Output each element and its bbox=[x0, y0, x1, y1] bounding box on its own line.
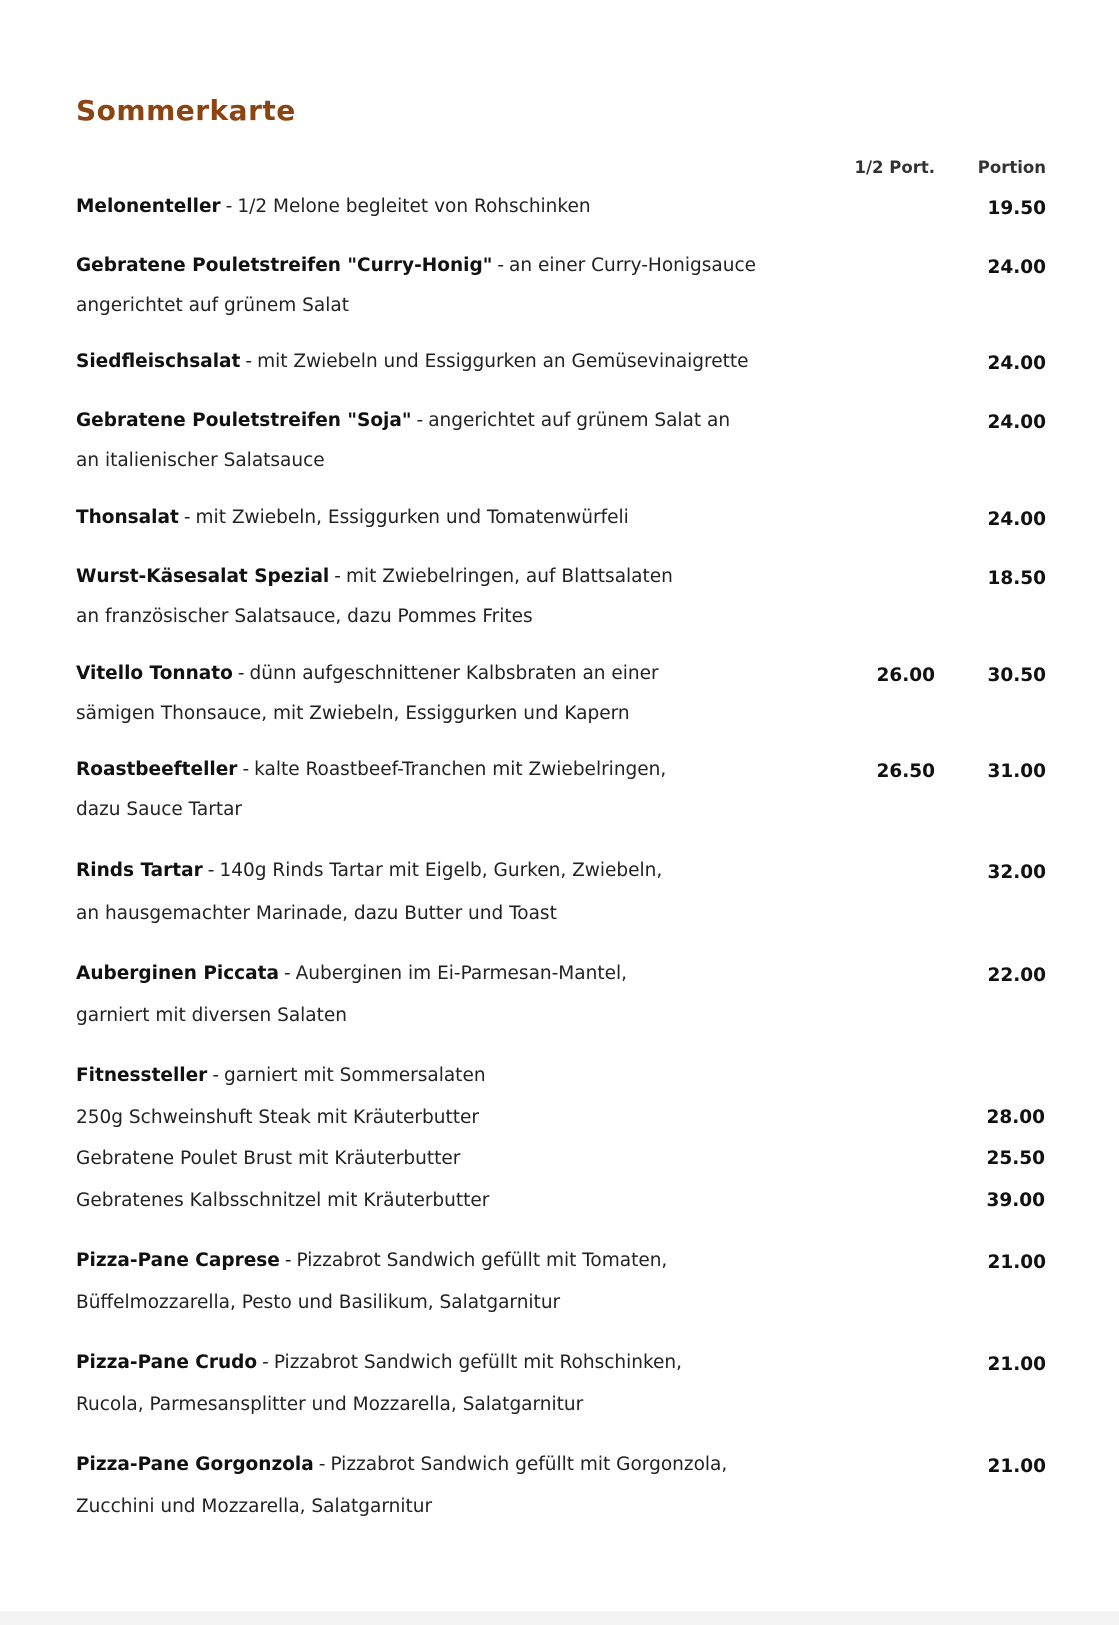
item-name: Auberginen Piccata bbox=[76, 963, 279, 984]
item-description: dünn aufgeschnittener Kalbsbraten an einer bbox=[249, 663, 659, 684]
item-description: mit Zwiebeln und Essiggurken an Gemüsevinaigrette bbox=[257, 351, 749, 372]
menu-item-line bbox=[76, 1249, 667, 1273]
item-price-portion: 31.00 bbox=[987, 761, 1046, 782]
item-dash: - bbox=[225, 196, 233, 217]
item-dash: - bbox=[237, 663, 245, 684]
item-dash: - bbox=[262, 1352, 269, 1373]
item-name: Pizza-Pane Crudo bbox=[76, 1352, 258, 1373]
item-description-continued: an italienischer Salatsauce bbox=[76, 450, 325, 471]
item-price-portion: 24.00 bbox=[987, 412, 1046, 433]
item-description: mit Zwiebelringen, auf Blattsalaten bbox=[345, 566, 673, 587]
item-dash: - bbox=[183, 507, 191, 528]
item-price-portion: 21.00 bbox=[987, 1354, 1046, 1375]
item-price-portion: 21.00 bbox=[987, 1456, 1046, 1477]
item-name: Pizza-Pane Caprese bbox=[76, 1250, 280, 1271]
menu-item-line bbox=[76, 195, 591, 219]
item-description: garniert mit Sommersalaten bbox=[224, 1065, 486, 1086]
item-description: Auberginen im Ei-Parmesan-Mantel, bbox=[295, 963, 627, 984]
item-description-continued: an französischer Salatsauce, dazu Pommes Frites bbox=[76, 606, 533, 627]
item-name: Siedfleischsalat bbox=[76, 351, 241, 372]
item-description-continued: garniert mit diversen Salaten bbox=[76, 1005, 348, 1026]
item-price-portion: 24.00 bbox=[987, 257, 1046, 278]
menu-item-line bbox=[76, 350, 749, 374]
menu-item-line bbox=[76, 506, 629, 530]
item-name: Thonsalat bbox=[76, 507, 179, 528]
item-dash: - bbox=[245, 351, 253, 372]
item-description: mit Zwiebeln, Essiggurken und Tomatenwürfeli bbox=[195, 507, 629, 528]
item-dash: - bbox=[284, 1250, 292, 1271]
column-header-portion: Portion bbox=[977, 158, 1046, 177]
item-description: Pizzabrot Sandwich gefüllt mit Tomaten, bbox=[296, 1250, 668, 1271]
menu-item-line bbox=[76, 1351, 682, 1375]
item-description-continued: an hausgemachter Marinade, dazu Butter und Toast bbox=[76, 903, 557, 924]
item-description-continued: angerichtet auf grünem Salat bbox=[76, 295, 349, 316]
item-name: Wurst-Käsesalat Spezial bbox=[76, 566, 330, 587]
item-description: angerichtet auf grünem Salat an bbox=[428, 410, 731, 431]
item-name: Melonenteller bbox=[76, 196, 221, 217]
item-dash: - bbox=[318, 1454, 326, 1475]
item-option-price: 39.00 bbox=[986, 1190, 1045, 1211]
menu-item-line bbox=[76, 758, 666, 782]
item-dash: - bbox=[283, 963, 291, 984]
item-price-portion: 21.00 bbox=[987, 1252, 1046, 1273]
item-name: Rinds Tartar bbox=[76, 860, 203, 881]
item-description: an einer Curry-Honigsauce bbox=[509, 255, 757, 276]
item-description: Pizzabrot Sandwich gefüllt mit Rohschinken, bbox=[273, 1352, 683, 1373]
menu-item-line bbox=[76, 859, 662, 883]
item-description-continued: Büffelmozzarella, Pesto und Basilikum, Salatgarnitur bbox=[76, 1292, 561, 1313]
item-dash: - bbox=[416, 410, 424, 431]
item-option-label: 250g Schweinshuft Steak mit Kräuterbutter bbox=[76, 1107, 479, 1128]
menu-item-line bbox=[76, 1453, 727, 1477]
item-price-portion: 24.00 bbox=[987, 509, 1046, 530]
item-description: 140g Rinds Tartar mit Eigelb, Gurken, Zwiebeln, bbox=[219, 860, 663, 881]
item-description-continued: sämigen Thonsauce, mit Zwiebeln, Essiggurken und Kapern bbox=[76, 703, 630, 724]
item-description-continued: dazu Sauce Tartar bbox=[76, 799, 243, 820]
item-price-portion: 24.00 bbox=[987, 353, 1046, 374]
menu-item-line bbox=[76, 662, 659, 686]
item-option-label: Gebratene Poulet Brust mit Kräuterbutter bbox=[76, 1148, 461, 1169]
item-dash: - bbox=[207, 860, 215, 881]
menu-item-line bbox=[76, 962, 627, 986]
item-option-label: Gebratenes Kalbsschnitzel mit Kräuterbutter bbox=[76, 1190, 490, 1211]
menu-item-line bbox=[76, 1064, 486, 1088]
item-price-portion: 19.50 bbox=[987, 198, 1046, 219]
menu-item-line bbox=[76, 254, 756, 278]
column-header-half-portion: 1/2 Port. bbox=[854, 158, 935, 177]
item-dash: - bbox=[497, 255, 505, 276]
page-bottom-edge bbox=[0, 1611, 1119, 1625]
item-description: 1/2 Melone begleitet von Rohschinken bbox=[237, 196, 591, 217]
item-description-continued: Zucchini und Mozzarella, Salatgarnitur bbox=[76, 1496, 433, 1517]
menu-item-line bbox=[76, 409, 730, 433]
item-name: Fitnessteller bbox=[76, 1065, 208, 1086]
item-description: Pizzabrot Sandwich gefüllt mit Gorgonzola, bbox=[330, 1454, 728, 1475]
menu-item-line bbox=[76, 565, 673, 589]
item-name: Vitello Tonnato bbox=[76, 663, 233, 684]
item-dash: - bbox=[212, 1065, 219, 1086]
item-price-half: 26.50 bbox=[876, 761, 935, 782]
item-name: Gebratene Pouletstreifen "Soja" bbox=[76, 410, 412, 431]
item-price-portion: 22.00 bbox=[987, 965, 1046, 986]
item-price-half: 26.00 bbox=[876, 665, 935, 686]
item-price-portion: 18.50 bbox=[987, 568, 1046, 589]
item-option-price: 28.00 bbox=[986, 1107, 1045, 1128]
item-description: kalte Roastbeef-Tranchen mit Zwiebelringen, bbox=[254, 759, 667, 780]
item-price-portion: 30.50 bbox=[987, 665, 1046, 686]
item-dash: - bbox=[242, 759, 250, 780]
page-title: Sommerkarte bbox=[76, 94, 296, 127]
item-description-continued: Rucola, Parmesansplitter und Mozzarella, Salatgarnitur bbox=[76, 1394, 584, 1415]
item-option-price: 25.50 bbox=[986, 1148, 1045, 1169]
item-name: Pizza-Pane Gorgonzola bbox=[76, 1454, 314, 1475]
item-name: Gebratene Pouletstreifen "Curry-Honig" bbox=[76, 255, 493, 276]
item-price-portion: 32.00 bbox=[987, 862, 1046, 883]
item-name: Roastbeefteller bbox=[76, 759, 238, 780]
item-dash: - bbox=[334, 566, 341, 587]
